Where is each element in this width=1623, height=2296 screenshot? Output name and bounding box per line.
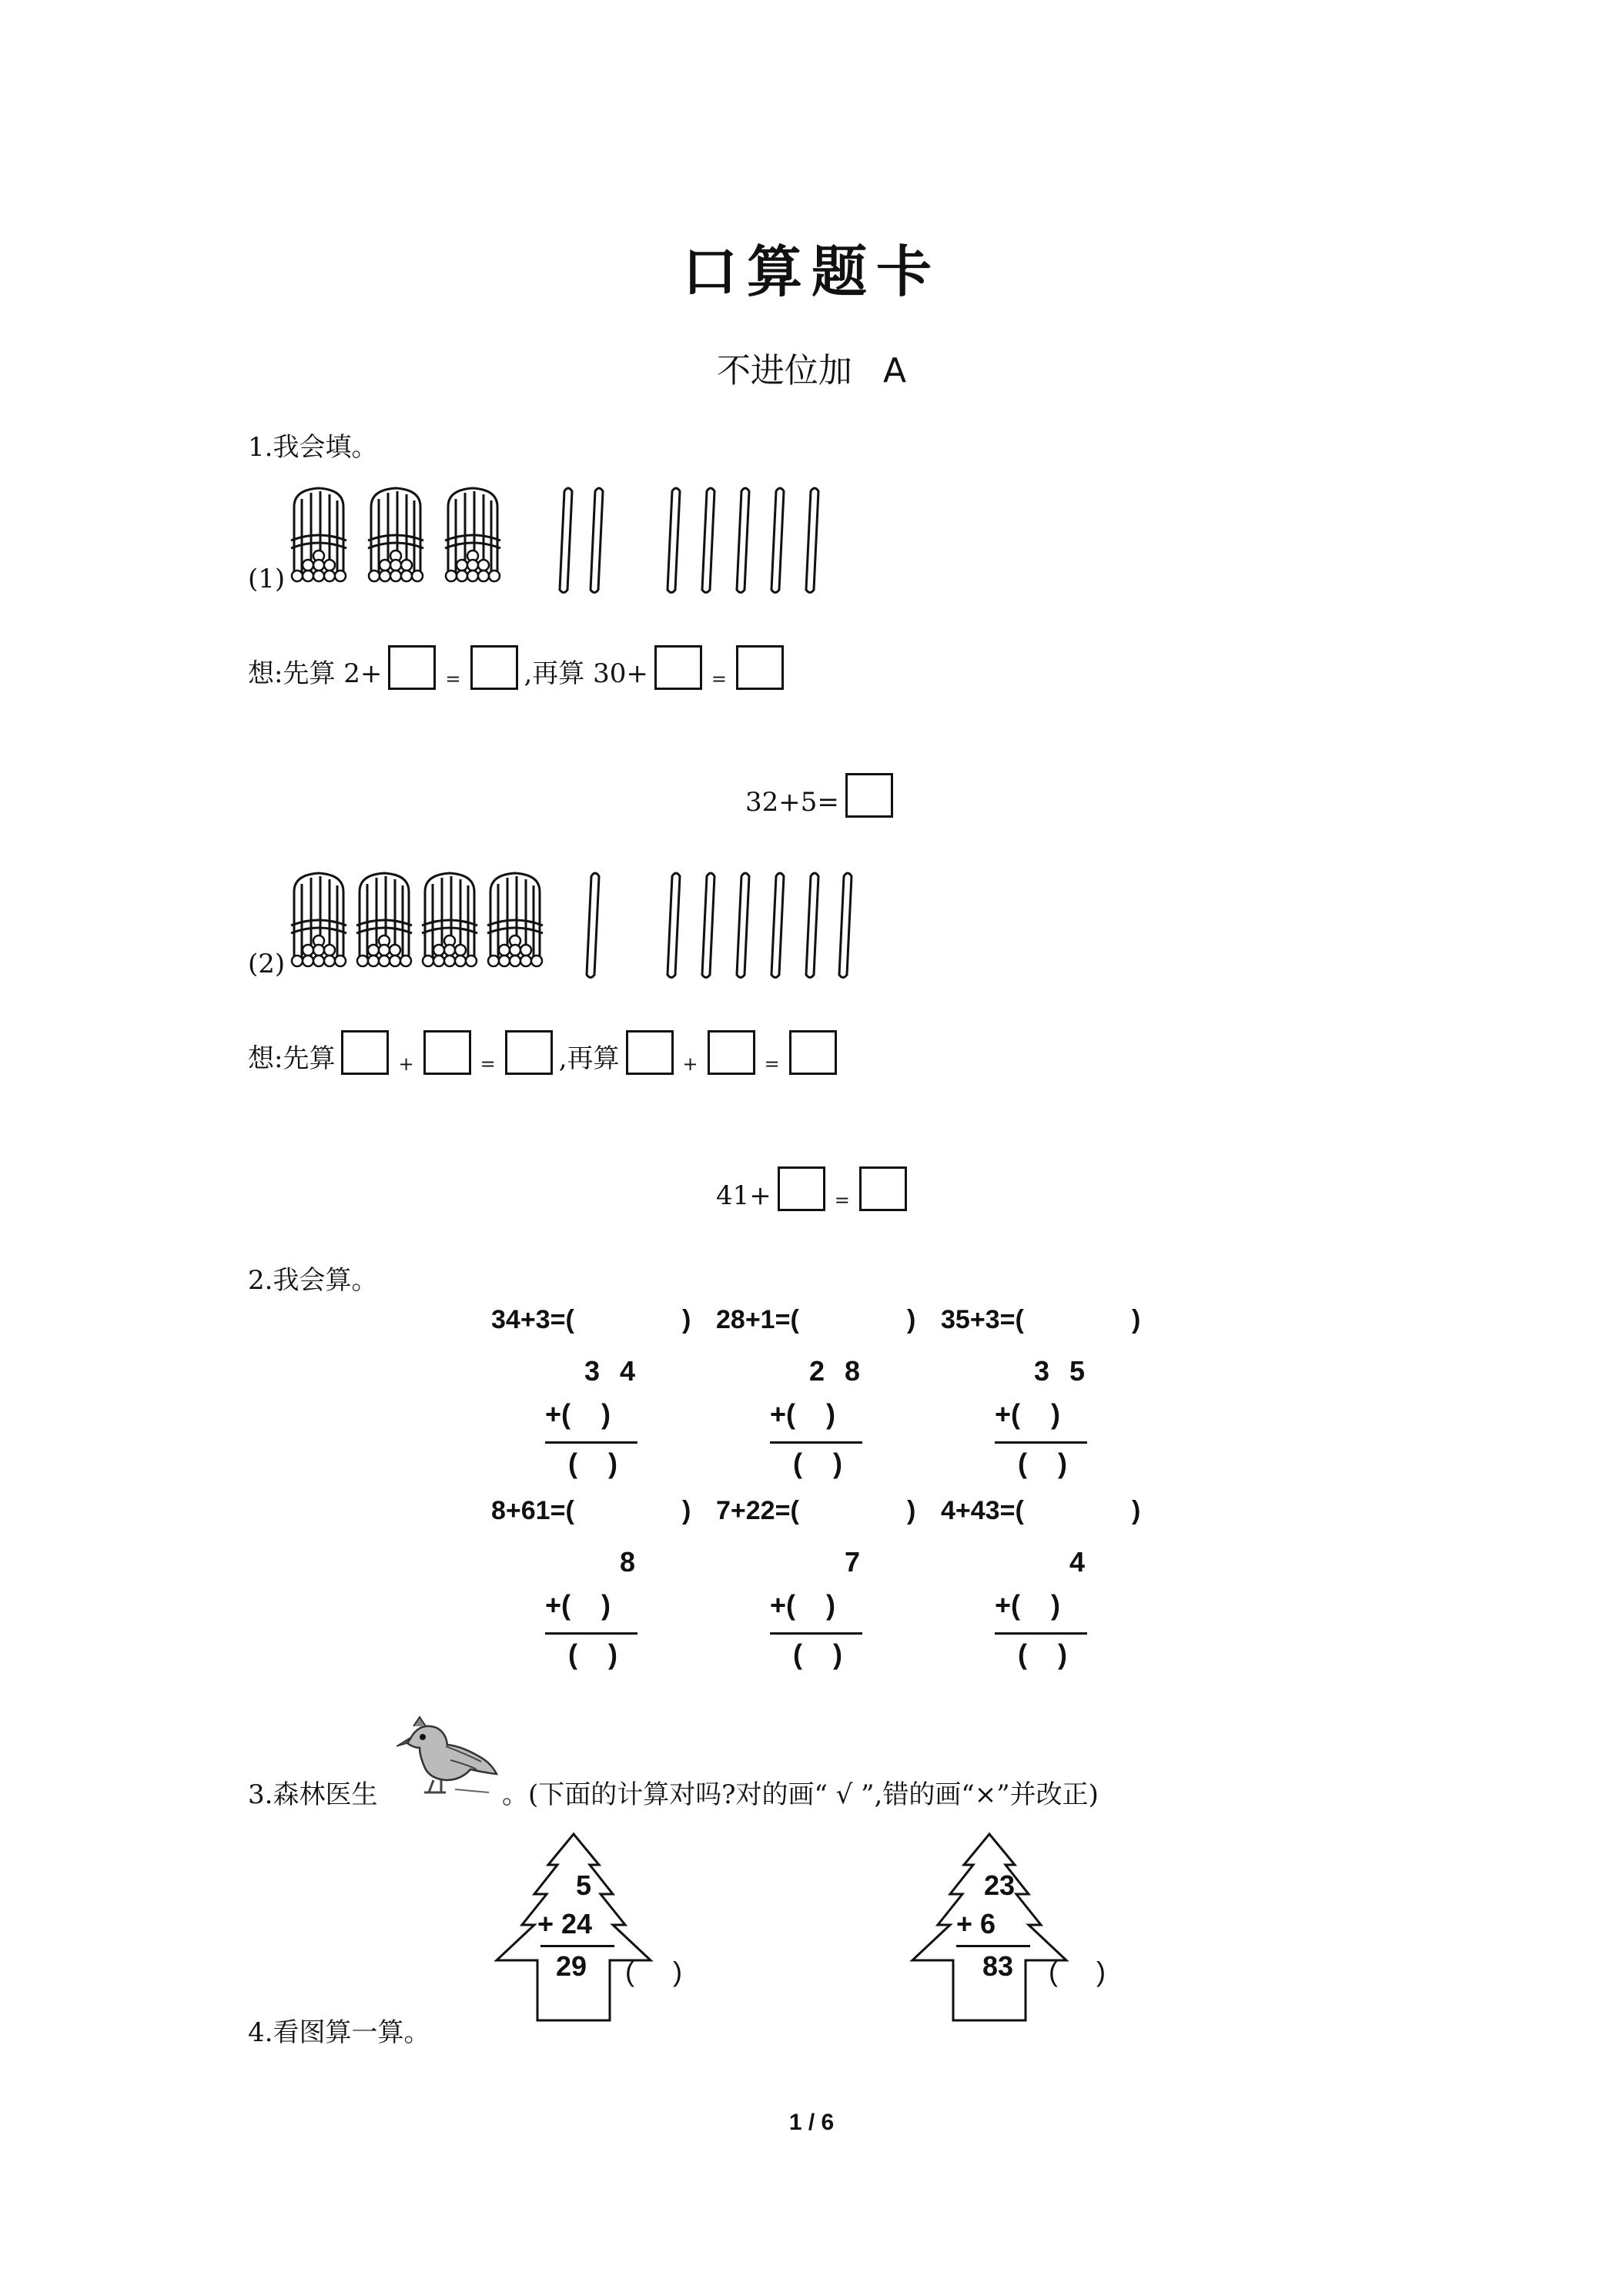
tree-check-blank[interactable]: ( ) xyxy=(1049,1956,1106,1987)
q2-sum-blank[interactable]: ( ) xyxy=(1018,1448,1067,1479)
tree-problem xyxy=(493,1831,654,2023)
q2-vertical-form xyxy=(770,1546,866,1677)
sum-rule xyxy=(540,1945,614,1947)
answer-box[interactable] xyxy=(654,645,702,690)
equals-sign: = xyxy=(711,668,727,690)
q2-vertical-form xyxy=(995,1546,1091,1677)
q2-addend-blank[interactable]: +( ) xyxy=(995,1589,1061,1621)
answer-box[interactable] xyxy=(423,1030,471,1075)
sum-rule xyxy=(995,1632,1087,1635)
q2-addend-blank[interactable]: +( ) xyxy=(770,1398,836,1430)
q2-addend: 2 8 xyxy=(808,1355,866,1387)
q2-addend: 3 5 xyxy=(1033,1355,1091,1387)
answer-box[interactable] xyxy=(626,1030,674,1075)
sum-rule xyxy=(770,1632,862,1635)
q1-part1-label: (1) xyxy=(248,564,286,594)
q1-part2-label: (2) xyxy=(248,949,286,979)
q1-part2-result-text: 41+ xyxy=(716,1180,771,1211)
answer-box[interactable] xyxy=(845,773,893,818)
q2-addend: 4 xyxy=(1069,1546,1091,1578)
plus-sign: + xyxy=(398,1053,414,1075)
q1-part1-think-line xyxy=(248,645,790,690)
q2-addend-blank[interactable]: +( ) xyxy=(995,1398,1061,1430)
tree-addend: 5 xyxy=(576,1869,592,1901)
q2-expr-close: ) xyxy=(682,1496,691,1525)
q1-part1-think-text: 想:先算 2+ xyxy=(248,658,383,689)
tree-sum: 83 xyxy=(982,1950,1014,1982)
answer-box[interactable] xyxy=(470,645,518,690)
tree-addend-2: + 6 xyxy=(956,1908,996,1940)
q1-part1-then-text: ,再算 30+ xyxy=(524,658,648,689)
answer-box[interactable] xyxy=(505,1030,553,1075)
sum-rule xyxy=(995,1441,1087,1444)
q1-part2-think-text: 想:先算 xyxy=(248,1043,336,1074)
page-subtitle xyxy=(0,343,1623,392)
q1-part1-result-text: 32+5= xyxy=(745,787,839,818)
subtitle-variant: A xyxy=(882,351,907,390)
woodpecker-icon xyxy=(397,1715,500,1802)
equals-sign: = xyxy=(445,668,461,690)
answer-box[interactable] xyxy=(859,1166,907,1211)
q2-vertical-form xyxy=(545,1355,641,1486)
q2-expr: 35+3=( xyxy=(941,1305,1024,1334)
answer-box[interactable] xyxy=(388,645,436,690)
q1-part2-result-line xyxy=(716,1166,913,1211)
page-number: 1 / 6 xyxy=(788,2110,835,2135)
q2-sum-blank[interactable]: ( ) xyxy=(568,1448,617,1479)
q2-expr-close: ) xyxy=(1132,1496,1141,1525)
q4-heading: 4.看图算一算。 xyxy=(248,2017,430,2048)
q2-addend: 8 xyxy=(619,1546,641,1578)
sum-rule xyxy=(545,1632,637,1635)
q2-sum-blank[interactable]: ( ) xyxy=(568,1638,617,1670)
q2-heading: 2.我会算。 xyxy=(248,1265,378,1296)
q2-sum-blank[interactable]: ( ) xyxy=(1018,1638,1067,1670)
q3-heading-prefix: 3.森林医生 xyxy=(248,1779,378,1810)
page-title: 口算题卡 xyxy=(681,239,941,304)
q2-expr: 7+22=( xyxy=(716,1496,799,1525)
q2-sum-blank[interactable]: ( ) xyxy=(793,1638,842,1670)
q2-expr-close: ) xyxy=(682,1305,691,1334)
q2-addend-blank[interactable]: +( ) xyxy=(770,1589,836,1621)
q1-part2-think-line xyxy=(248,1030,843,1075)
plus-sign: + xyxy=(682,1053,698,1075)
q2-expr-close: ) xyxy=(1132,1305,1141,1334)
q1-part2-then-text: ,再算 xyxy=(558,1043,620,1074)
q1-part1-result-line xyxy=(745,773,899,818)
sum-rule xyxy=(545,1441,637,1444)
q2-expr: 4+43=( xyxy=(941,1496,1024,1525)
equals-sign: = xyxy=(480,1053,496,1075)
q2-vertical-form xyxy=(770,1355,866,1486)
answer-box[interactable] xyxy=(708,1030,755,1075)
q2-addend: 3 4 xyxy=(584,1355,641,1387)
sum-rule xyxy=(956,1945,1030,1947)
tree-sum: 29 xyxy=(556,1950,587,1982)
answer-box[interactable] xyxy=(736,645,784,690)
q2-expr: 34+3=( xyxy=(491,1305,574,1334)
tree-addend: 23 xyxy=(984,1869,1016,1901)
q2-sum-blank[interactable]: ( ) xyxy=(793,1448,842,1479)
q2-addend: 7 xyxy=(844,1546,866,1578)
tree-problem xyxy=(909,1831,1070,2023)
q1-part2-sticks-image xyxy=(285,861,855,984)
q1-heading: 1.我会填。 xyxy=(248,432,378,463)
answer-box[interactable] xyxy=(789,1030,837,1075)
equals-sign: = xyxy=(834,1190,850,1211)
q3-heading-suffix: 。(下面的计算对吗?对的画“ √ ”,错的画“×”并改正) xyxy=(502,1779,1099,1810)
answer-box[interactable] xyxy=(778,1166,825,1211)
tree-addend-2: + 24 xyxy=(537,1908,593,1940)
q2-expr: 8+61=( xyxy=(491,1496,574,1525)
q2-expr-close: ) xyxy=(907,1496,916,1525)
answer-box[interactable] xyxy=(341,1030,389,1075)
q1-part1-sticks-image xyxy=(285,476,839,599)
sum-rule xyxy=(770,1441,862,1444)
q2-addend-blank[interactable]: +( ) xyxy=(545,1398,611,1430)
q2-expr-close: ) xyxy=(907,1305,916,1334)
q2-vertical-form xyxy=(995,1355,1091,1486)
equals-sign: = xyxy=(764,1053,780,1075)
tree-check-blank[interactable]: ( ) xyxy=(625,1956,682,1987)
subtitle-text: 不进位加 xyxy=(716,351,852,390)
q2-expr: 28+1=( xyxy=(716,1305,799,1334)
q2-vertical-form xyxy=(545,1546,641,1677)
q2-addend-blank[interactable]: +( ) xyxy=(545,1589,611,1621)
